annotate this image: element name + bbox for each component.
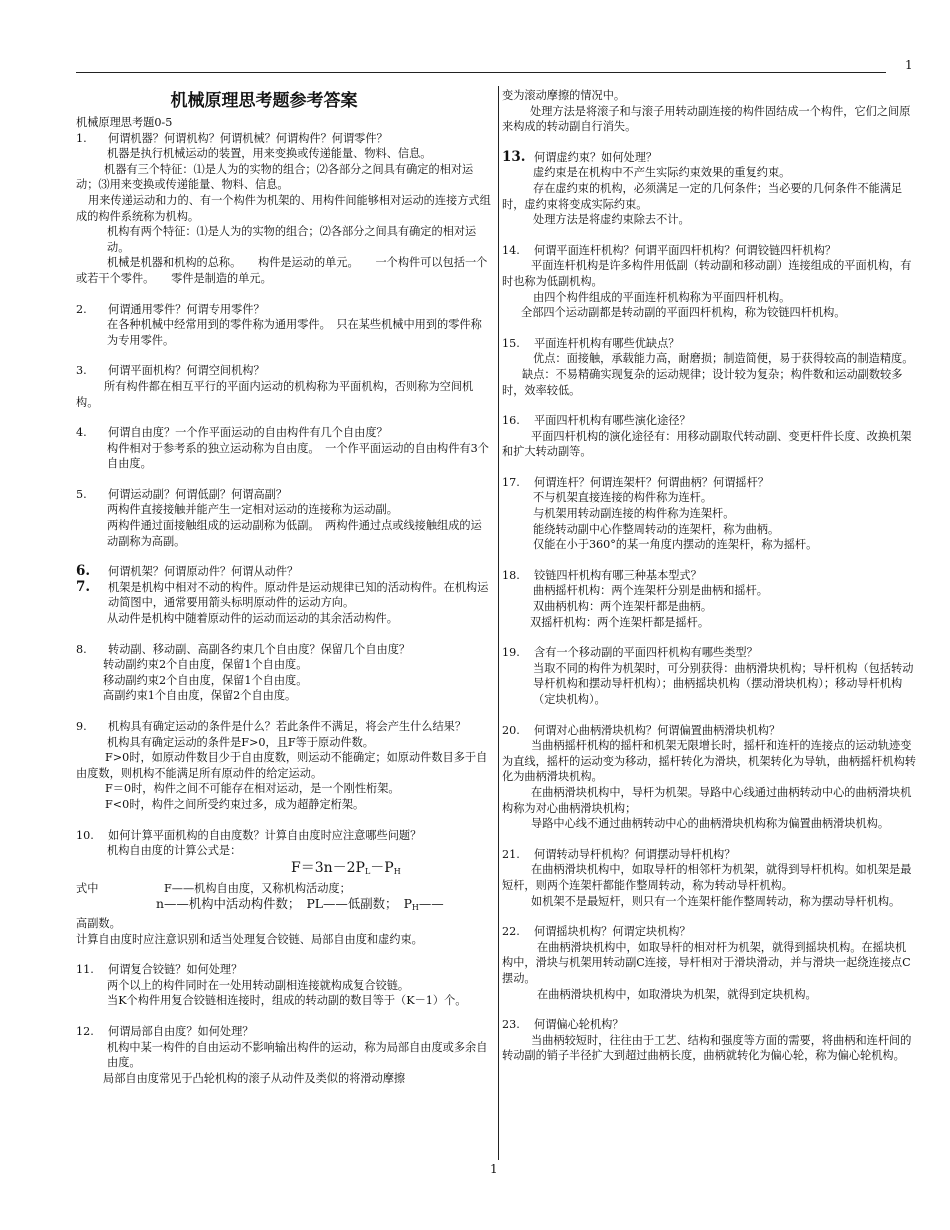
answer-line: 计算自由度时应注意识别和适当处理复合铰链、局部自由度和虚约束。: [76, 932, 423, 946]
answer-line: 两构件通过面接触组成的运动副称为低副。 两构件通过点或线接触组成的运动副称为高副。: [107, 519, 482, 548]
q-text: 何谓局部自由度？如何处理？: [108, 1024, 254, 1038]
answer-line: 处理方法是将虚约束除去不计。: [533, 213, 690, 227]
q-text: 何谓虚约束？如何处理？: [534, 150, 658, 164]
answer-line: 在曲柄滑块机构中，如取导杆的相邻杆为机架，就得到导杆机构。如机架是最短杆，则两个连架杆都能作整周转动，称为转动导杆机构。: [502, 863, 912, 892]
q-number: 2.: [76, 302, 87, 316]
q-number: 6.: [76, 563, 91, 580]
header-rule: [76, 72, 886, 73]
q-number: 9.: [76, 720, 87, 733]
answer-line: 从动件是机构中随着原动件的运动而运动的其余活动构件。: [107, 612, 398, 626]
answer-line: 如机架不是最短杆，则只有一个连架杆能作整周转动，称为摆动导杆机构。: [531, 894, 901, 908]
q-text: 机构具有确定运动的条件是什么？若此条件不满足，将会产生什么结果？: [108, 720, 467, 733]
q-text: 何谓通用零件？何谓专用零件？: [108, 302, 265, 316]
q-number: 19.: [502, 646, 520, 660]
answer-line: 全部四个运动副都是转动副的平面四杆机构，称为铰链四杆机构。: [521, 306, 846, 320]
question-19: [502, 645, 916, 707]
question-2: [76, 302, 492, 349]
q-number: 13.: [502, 148, 526, 165]
answer-line: 机构中某一构件的自由运动不影响输出构件的运动，称为局部自由度或多余自由度。: [107, 1040, 488, 1070]
answer-line: 能绕转动副中心作整周转动的连架杆，称为曲柄。: [533, 522, 780, 536]
question-4: [76, 425, 492, 472]
question-14: [502, 243, 916, 321]
page-title: 机械原理思考题参考答案: [170, 91, 358, 111]
q-text: 铰链四杆机构有哪三种基本型式？: [534, 568, 702, 582]
answer-line: 构件相对于参考系的独立运动称为自由度。 一个作平面运动的自由构件有3个自由度。: [107, 441, 489, 471]
q-number: 7.: [76, 578, 91, 595]
answer-line: 仅能在小于360°的某一角度内摆动的连架杆，称为摇杆。: [533, 538, 818, 552]
question-18: [502, 568, 916, 630]
answer-line: 当取不同的构件为机架时，可分别获得：曲柄滑块机构；导杆机构（包括转动导杆机构和摆动导杆机构）；曲柄摇块机构（摆动滑块机构）；移动导杆机构（定块机构）。: [533, 661, 914, 706]
answer-line: 机构有两个特征：⑴是人为的实物的组合；⑵各部分之间具有确定的相对运动。: [107, 225, 477, 254]
answer-line: 平面连杆机构是许多构件用低副（转动副和移动副）连接组成的平面机构，有时也称为低副机构。: [502, 259, 912, 288]
q-text: 转动副、移动副、高副各约束几个自由度？保留几个自由度？: [108, 642, 411, 656]
answer-line: 缺点：不易精确实现复杂的运动规律；设计较为复杂；构件数和运动副数较多时，效率较低。: [502, 367, 903, 397]
q-number: 10.: [76, 828, 94, 842]
q-text: 含有一个移动副的平面四杆机构有哪些类型？: [534, 646, 758, 660]
answer-line: 当K个构件用复合铰链相连接时，组成的转动副的数目等于（K－1）个。: [107, 994, 467, 1008]
answer-line: F>0时，如原动件数目少于自由度数，则运动不能确定；如原动件数目多于自由度数，则机构不能满足所有原动件的给定运动。: [76, 751, 488, 780]
answer-line: 高副约束1个自由度，保留2个自由度。: [103, 689, 297, 703]
question-15: [502, 336, 916, 398]
page-number-top: 1: [905, 58, 913, 72]
q-text: 如何计算平面机构的自由度数？计算自由度时应注意哪些问题？: [108, 828, 422, 842]
q-number: 20.: [502, 723, 520, 737]
question-22: [502, 924, 916, 1002]
continued-text: 变为滚动摩擦的情况中。: [502, 89, 626, 102]
answer-line: 虚约束是在机构中不产生实际约束效果的重复约束。: [533, 166, 791, 180]
question-8: [76, 642, 492, 704]
question-13: [502, 150, 916, 228]
q-text: 何谓机器？何谓机构？何谓机械？何谓构件？何谓零件？: [108, 131, 388, 145]
q-text: 何谓转动导杆机构？何谓摆动导杆机构？: [534, 847, 736, 861]
question-1: [76, 131, 492, 287]
continued-text: 处理方法是将滚子和与滚子用转动副连接的构件固结成一个构件，它们之间原来构成的转动副自行消失。: [502, 104, 911, 134]
formula-definitions-2: n——机构中活动构件数； PL——低副数； $P_H——$: [156, 896, 444, 913]
answer-line: 在各种机械中经常用到的零件称为通用零件。 只在某些机械中用到的零件称为专用零件。: [107, 318, 482, 347]
answer-line: F<0时，构件之间所受约束过多，成为超静定桁架。: [105, 797, 365, 811]
answer-line: 机构自由度的计算公式是：: [107, 844, 242, 858]
answer-line: 两构件直接接触并能产生一定相对运动的连接称为运动副。: [107, 503, 398, 517]
question-20: [502, 723, 916, 832]
answer-line: 机械是机器和机构的总称。 构件是运动的单元。 一个构件可以包括一个或若干个零件。 零件是制造的单元。: [76, 256, 488, 285]
question-10: [76, 828, 492, 948]
q-number: 8.: [76, 642, 87, 656]
q-number: 11.: [76, 963, 94, 977]
column-divider: [498, 86, 499, 1160]
answer-line: 移动副约束2个自由度，保留1个自由度。: [103, 673, 308, 687]
answer-line: 优点：面接触，承载能力高，耐磨损；制造简便，易于获得较高的制造精度。: [533, 352, 914, 366]
answer-line: 转动副约束2个自由度，保留1个自由度。: [103, 658, 308, 672]
page-number-bottom: 1: [490, 1162, 498, 1176]
question-11: [76, 962, 492, 1009]
answer-line: 双摇杆机构：两个连架杆都是摇杆。: [530, 615, 710, 629]
formula-definitions: [76, 881, 492, 897]
question-3: [76, 363, 492, 410]
q-number: 15.: [502, 336, 520, 350]
q-number: 5.: [76, 487, 87, 501]
answer-line: 当曲柄较短时，往往由于工艺、结构和强度等方面的需要，将曲柄和连杆间的转动副的销子半径扩大到超过曲柄长度，曲柄就转化为偏心轮，称为偏心轮机构。: [502, 1033, 912, 1063]
q-number: 12.: [76, 1024, 94, 1038]
answer-line: 机架是机构中相对不动的构件。原动件是运动规律已知的活动构件。在机构运动简图中，通常要用箭头标明原动件的运动方向。: [108, 580, 489, 610]
q-text: 何谓平面连杆机构？何谓平面四杆机构？何谓铰链四杆机构？: [534, 243, 837, 257]
dof-formula: $F=3n-2P_L-P_H$: [291, 859, 401, 876]
q-text: 平面四杆机构有哪些演化途径？: [534, 414, 691, 428]
answer-line: 曲柄摇杆机构：两个连架杆分别是曲柄和摇杆。: [533, 584, 768, 598]
answer-line: 平面四杆机构的演化途径有：用移动副取代转动副、变更杆件长度、改换机架和扩大转动副等。: [502, 429, 912, 459]
answer-line: 双曲柄机构：两个连架杆都是曲柄。: [533, 600, 713, 614]
right-column: [502, 88, 916, 1064]
q-text: 何谓偏心轮机构？: [534, 1018, 624, 1032]
q-number: 16.: [502, 414, 520, 428]
answer-line: 两个以上的构件同时在一处用转动副相连接就构成复合铰链。: [107, 978, 410, 992]
q-number: 14.: [502, 243, 520, 257]
q-text: 何谓运动副？何谓低副？何谓高副？: [108, 487, 288, 501]
question-17: [502, 475, 916, 553]
answer-line: 在曲柄滑块机构中，如取滑块为机架，就得到定块机构。: [537, 987, 817, 1001]
answer-line: 导路中心线不通过曲柄转动中心的曲柄滑块机构称为偏置曲柄滑块机构。: [531, 817, 890, 831]
answer-line: 机器有三个特征：⑴是人为的实物的组合；⑵各部分之间具有确定的相对运动；⑶用来变换或传递能量、物料、信息。: [76, 162, 474, 192]
q-number: 22.: [502, 925, 520, 939]
question-5: [76, 487, 492, 549]
question-7: [76, 580, 492, 627]
q-text: 何谓连杆？何谓连架杆？何谓曲柄？何谓摇杆？: [534, 475, 769, 489]
answer-line: 所有构件都在相互平行的平面内运动的机构称为平面机构，否则称为空间机构。: [76, 379, 474, 409]
question-9: [76, 719, 492, 813]
q-text: 何谓平面机构？何谓空间机构？: [108, 364, 265, 378]
answer-line: 机器是执行机械运动的装置，用来变换或传递能量、物料、信息。: [107, 147, 432, 161]
answer-line: 用来传递运动和力的、有一个构件为机架的、用构件间能够相对运动的连接方式组成的构件系统称为机构。: [76, 193, 491, 223]
answer-line: 不与机架直接连接的构件称为连杆。: [533, 491, 713, 505]
q-text: 平面连杆机构有哪些优缺点？: [534, 336, 680, 350]
question-16: [502, 413, 916, 460]
answer-line: 机构具有确定运动的条件是F>0，且F等于原动件数。: [107, 735, 374, 749]
question-21: [502, 847, 916, 909]
q-number: 18.: [502, 568, 520, 582]
answer-line: 局部自由度常见于凸轮机构的滚子从动件及类似的将滑动摩擦: [103, 1071, 406, 1085]
q-text: 何谓自由度？一个作平面运动的自由构件有几个自由度？: [108, 426, 388, 440]
answer-line: 在曲柄滑块机构中，导杆为机架。导路中心线通过曲柄转动中心的曲柄滑块机构称为对心曲柄滑块机构；: [502, 785, 912, 815]
subtitle: 机械原理思考题0-5: [76, 116, 173, 129]
q-text: 何谓摇块机构？何谓定块机构？: [534, 925, 691, 939]
q-number: 4.: [76, 426, 87, 440]
question-12: [76, 1024, 492, 1086]
answer-line: 与机架用转动副连接的构件称为连架杆。: [533, 507, 735, 521]
q-text: 何谓复合铰链？如何处理？: [108, 963, 243, 977]
answer-line: 存在虚约束的机构，必须满足一定的几何条件；当必要的几何条件不能满足时，虚约束将变成实际约束。: [502, 181, 903, 211]
answer-line: F＝0时，构件之间不可能存在相对运动，是一个刚性桁架。: [105, 782, 400, 796]
q-number: 1.: [76, 131, 87, 145]
q-number: 23.: [502, 1018, 520, 1032]
answer-line: 在曲柄滑块机构中，如取导杆的相对杆为机架，就得到摇块机构。在摇块机构中，滑块与机架用转动副C连接，导杆相对于滑块滑动，并与滑块一起绕连接点C摆动。: [502, 940, 911, 985]
q-text: 何谓对心曲柄滑块机构？何谓偏置曲柄滑块机构？: [534, 723, 781, 737]
q-number: 3.: [76, 364, 87, 378]
answer-line: 高副数。: [76, 916, 121, 930]
q-text: 何谓机架？何谓原动件？何谓从动件？: [108, 565, 299, 579]
q-number: 21.: [502, 847, 520, 861]
answer-line: 当曲柄摇杆机构的摇杆和机架无限增长时，摇杆和连杆的连接点的运动轨迹变为直线，摇杆的运动变为移动，摇杆转化为滑块，机架转化为导轨，曲柄摇杆机构转化为曲柄滑块机构。: [502, 739, 916, 784]
question-23: [502, 1017, 916, 1064]
q-number: 17.: [502, 475, 520, 489]
question-6: [76, 564, 492, 580]
answer-line: 由四个构件组成的平面连杆机构称为平面四杆机构。: [533, 290, 791, 304]
def-lead: 式中: [76, 881, 99, 895]
def-F: F——机构自由度，又称机构活动度；: [164, 881, 351, 895]
left-column: [76, 88, 492, 1086]
